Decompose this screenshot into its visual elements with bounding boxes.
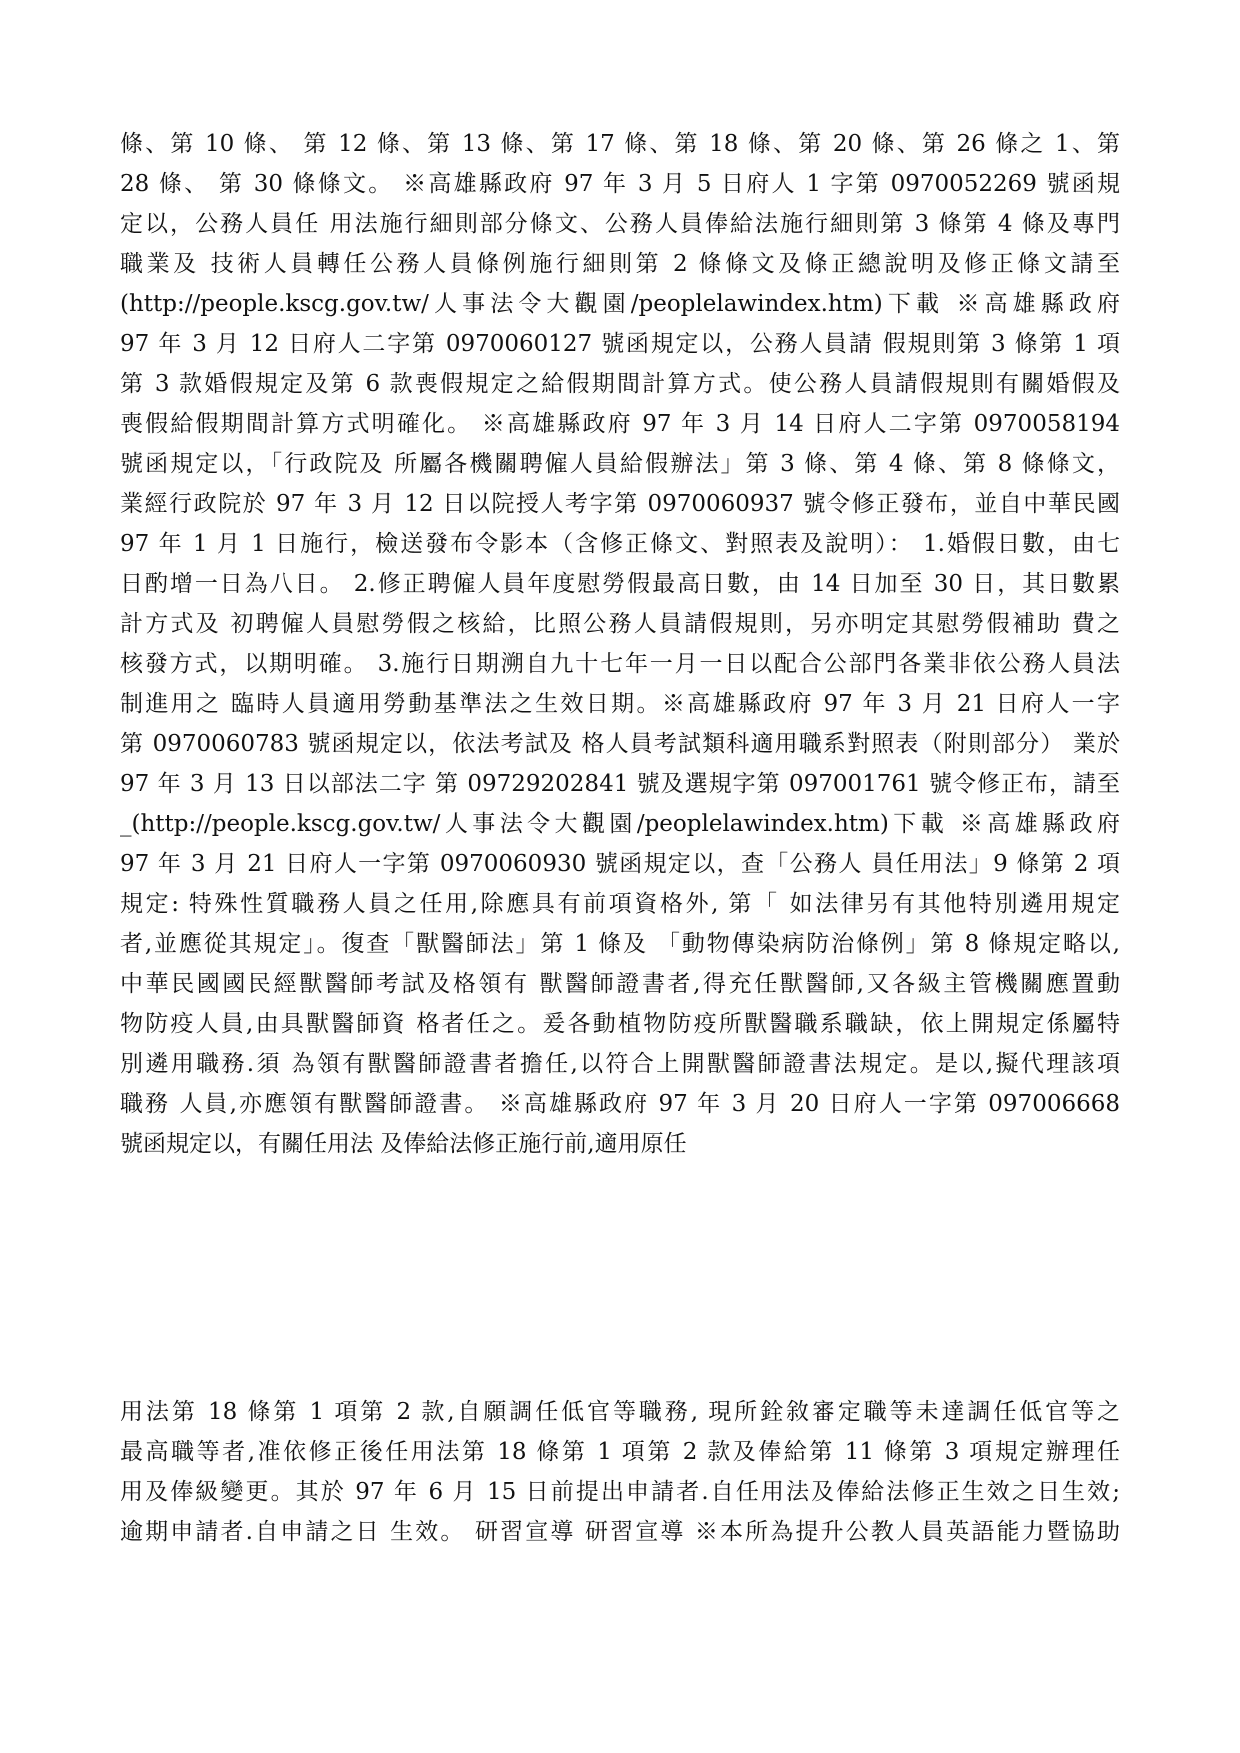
text-line: 核發方式，以期明確。 3.施行日期溯自九十七年一月一日以配合公部門各業非依公務人員法 [120,651,1120,677]
text-line: 物防疫人員,由具獸醫師資 格者任之。爰各動植物防疫所獸醫職系職缺，依上開規定係屬特 [120,1011,1120,1037]
text-line: 者,並應從其規定」。復查「獸醫師法」第 1 條及 「動物傳染病防治條例」第 8 條規定略以, [120,931,1120,957]
text-line: 條、第 10 條、 第 12 條、第 13 條、第 17 條、第 18 條、第 20 條、第 26 條之 1、第 [120,131,1120,157]
text-line: 喪假給假期間計算方式明確化。 ※高雄縣政府 97 年 3 月 14 日府人二字第 0970058194 [120,411,1120,437]
text-line: 日酌增一日為八日。 2.修正聘僱人員年度慰勞假最高日數，由 14 日加至 30 日，其日數累 [120,571,1120,597]
text-line: 規定: 特殊性質職務人員之任用,除應具有前項資格外, 第「 如法律另有其他特別遴用規定 [120,891,1120,917]
text-line-url: (http://people.kscg.gov.tw/人事法令大觀園/peoplelawindex.htm)下載 ※高雄縣政府 [120,291,1120,317]
text-line: 28 條、 第 30 條條文。 ※高雄縣政府 97 年 3 月 5 日府人 1 字第 0970052269 號函規 [120,171,1120,197]
text-line: 97 年 3 月 13 日以部法二字 第 09729202841 號及選規字第 097001761 號令修正布，請至 [120,771,1120,797]
text-line-url: _(http://people.kscg.gov.tw/人事法令大觀園/peoplelawindex.htm)下載 ※高雄縣政府 [120,811,1120,837]
text-line: 業經行政院於 97 年 3 月 12 日以院授人考字第 0970060937 號令修正發布，並自中華民國 [120,491,1120,517]
text-line: 號函規定以，「行政院及 所屬各機關聘僱人員給假辦法」第 3 條、第 4 條、第 8 條條文， [120,451,1120,477]
paragraph-1 [120,124,1120,1164]
text-line: 定以，公務人員任 用法施行細則部分條文、公務人員俸給法施行細則第 3 條第 4 條及專門 [120,211,1120,237]
text-line: 97 年 1 月 1 日施行，檢送發布令影本（含修正條文、對照表及說明）： 1.婚假日數，由七 [120,531,1120,557]
text-line: 別遴用職務.須 為領有獸醫師證書者擔任,以符合上開獸醫師證書法規定。是以,擬代理該項 [120,1051,1120,1077]
text-line: 97 年 3 月 12 日府人二字第 0970060127 號函規定以，公務人員請 假規則第 3 條第 1 項 [120,331,1120,357]
text-line: 制進用之 臨時人員適用勞動基準法之生效日期。※高雄縣政府 97 年 3 月 21 日府人一字 [120,691,1120,717]
text-line: 計方式及 初聘僱人員慰勞假之核給，比照公務人員請假規則，另亦明定其慰勞假補助 費之 [120,611,1120,637]
text-line: 職業及 技術人員轉任公務人員條例施行細則第 2 條條文及條正總說明及修正條文請至 [120,251,1120,277]
text-line: 逾期申請者.自申請之日 生效。 研習宣導 研習宣導 ※本所為提升公教人員英語能力暨協助 [120,1519,1120,1545]
text-line: 97 年 3 月 21 日府人一字第 0970060930 號函規定以，查「公務人 員任用法」9 條第 2 項 [120,851,1120,877]
text-line: 號函規定以，有關任用法 及俸給法修正施行前,適用原任 [120,1131,687,1157]
text-line: 用及俸級變更。其於 97 年 6 月 15 日前提出申請者.自任用法及俸給法修正生效之日生效; [120,1479,1120,1505]
text-line: 第 0970060783 號函規定以，依法考試及 格人員考試類科適用職系對照表（附則部分） 業於 [120,731,1120,757]
text-line: 職務 人員,亦應領有獸醫師證書。 ※高雄縣政府 97 年 3 月 20 日府人一字第 097006668 [120,1091,1120,1117]
text-line: 中華民國國民經獸醫師考試及格領有 獸醫師證書者,得充任獸醫師,又各級主管機關應置動 [120,971,1120,997]
text-line: 用法第 18 條第 1 項第 2 款,自願調任低官等職務, 現所銓敘審定職等未達調任低官等之 [120,1399,1120,1425]
text-line: 第 3 款婚假規定及第 6 款喪假規定之給假期間計算方式。使公務人員請假規則有關婚假及 [120,371,1120,397]
text-line: 最高職等者,准依修正後任用法第 18 條第 1 項第 2 款及俸給第 11 條第 3 項規定辦理任 [120,1439,1120,1465]
paragraph-2 [120,1392,1120,1552]
